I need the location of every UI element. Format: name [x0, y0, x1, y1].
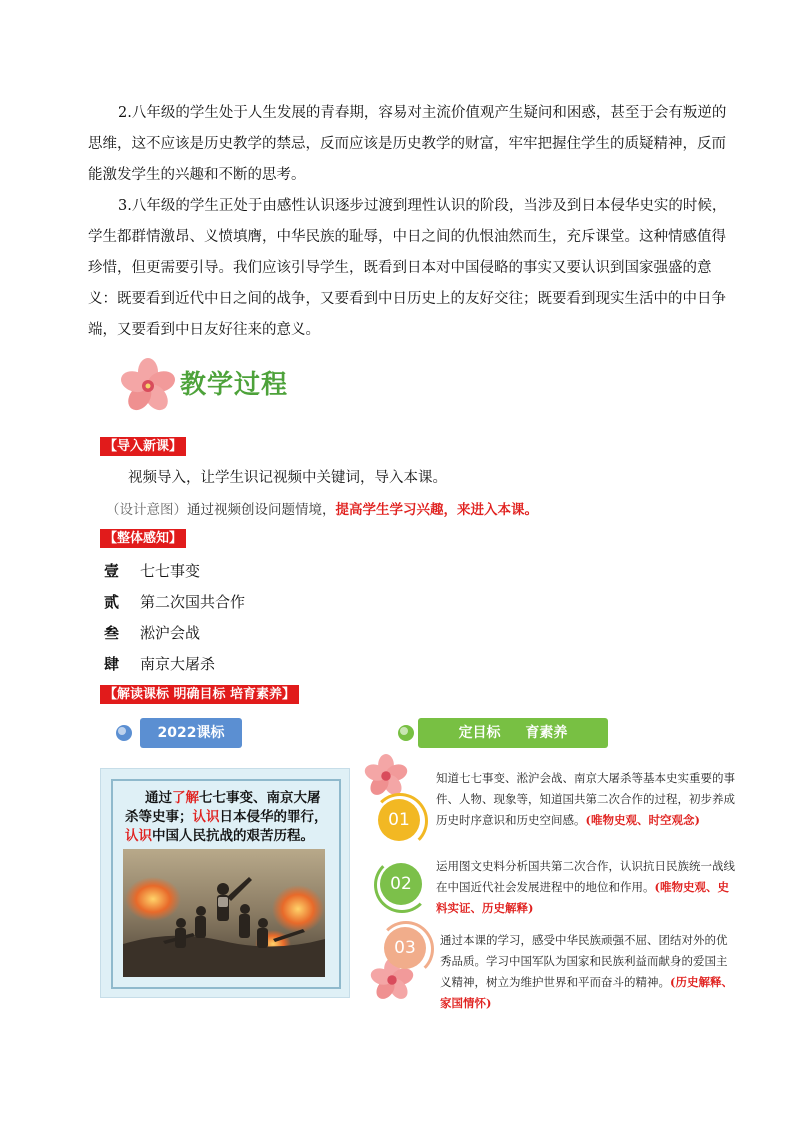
list-item [104, 622, 200, 643]
standard-pill: 2022课标 [140, 718, 242, 748]
list-item-text: 南京大屠杀 [140, 655, 216, 673]
list-item-text: 淞沪会战 [140, 624, 201, 642]
std-part: 中国人民抗战的艰苦历程。 [152, 828, 314, 844]
cherry-blossom-icon [120, 358, 176, 414]
std-part: 日本侵华的罪行， [219, 809, 328, 825]
goal-number-circle: 01 [378, 799, 420, 841]
tag-standards: 【解读课标 明确目标 培育素养】 [100, 685, 299, 704]
tag-intro-lesson: 【导入新课】 [100, 437, 186, 456]
list-item [104, 591, 245, 612]
std-part-red: 认识 [125, 828, 152, 844]
tag-overview: 【整体感知】 [100, 529, 186, 548]
std-part: 通过 [145, 790, 172, 806]
design-intent-red: 提高学生学习兴趣，来进入本课。 [335, 502, 538, 518]
list-item-number: 贰 [104, 593, 120, 611]
design-intent-mid: 通过视频创设问题情境， [187, 502, 336, 518]
cherry-blossom-icon [364, 754, 408, 798]
list-item [104, 653, 215, 674]
standards-box [100, 768, 350, 998]
list-item-number: 壹 [104, 562, 120, 580]
design-intent-prefix: （设计意图） [106, 502, 187, 518]
goal-description: 知道七七事变、淞沪会战、南京大屠杀等基本史实重要的事件、人物、现象等，知道国共第二次合作的过程，初步养成历史时序意识和历史空间感。 [436, 771, 735, 827]
standards-text [125, 789, 330, 846]
goals-pill: 定目标 育素养 [418, 718, 608, 748]
paragraph-3: 3.八年级的学生正处于由感性认识逐步过渡到理性认识的阶段，当涉及到日本侵华史实的时候，学生都群情激昂、义愤填膺，中华民族的耻辱，中日之间的仇恨油然而生，充斥课堂。这种情感值得珍惜，但更需要引导。我们应该引导学生，既看到日本对中国侵略的事实又要认识到国家强盛的意义：既要看到近代中日之间的战争，又要看到中日历史上的友好交往；既要看到现实生活中的中日争端，又要看到中日友好往来的意义。 [88, 198, 727, 338]
list-item-text: 七七事变 [140, 562, 201, 580]
intro-lesson-text: 视频导入，让学生识记视频中关键词，导入本课。 [128, 470, 447, 486]
std-part-red: 认识 [192, 809, 220, 825]
list-item-number: 肆 [104, 655, 120, 673]
goal-text [440, 930, 736, 1014]
design-intent [106, 498, 538, 518]
list-item [104, 560, 200, 581]
std-part: 七七事变、南京大屠杀等史事； [125, 790, 321, 825]
battle-painting-image [123, 849, 325, 977]
goal-text [436, 768, 736, 831]
section-title: 教学过程 [180, 370, 289, 400]
goal-description: 通过本课的学习，感受中华民族顽强不屈、团结对外的优秀品质。学习中国军队为国家和民族利益而献身的爱国主义精神，树立为维护世界和平而奋斗的精神。 [440, 933, 728, 989]
blue-dot-icon [114, 723, 134, 743]
goal-description: 运用图文史料分析国共第二次合作，认识抗日民族统一战线在中国近代社会发展进程中的地位和作用。 [436, 859, 735, 894]
goal-number-circle: 02 [380, 863, 422, 905]
green-dot-icon [396, 723, 416, 743]
goal-tag: (唯物史观、时空观念) [585, 813, 700, 827]
paragraph-2: 2.八年级的学生处于人生发展的青春期，容易对主流价值观产生疑问和困惑，甚至于会有叛逆的思维，这不应该是历史教学的禁忌，反而应该是历史教学的财富，牢牢把握住学生的质疑精神，反而能激发学生的兴趣和不断的思考。 [88, 105, 727, 183]
list-item-text: 第二次国共合作 [140, 593, 246, 611]
goal-number-circle: 03 [384, 927, 426, 969]
list-item-number: 叁 [104, 624, 120, 642]
std-part-red: 了解 [172, 790, 199, 806]
goal-text [436, 856, 736, 919]
goal-tag: (历史解释、家国情怀) [440, 975, 733, 1010]
goal-tag: (唯物史观、史料实证、历史解释) [436, 880, 729, 915]
